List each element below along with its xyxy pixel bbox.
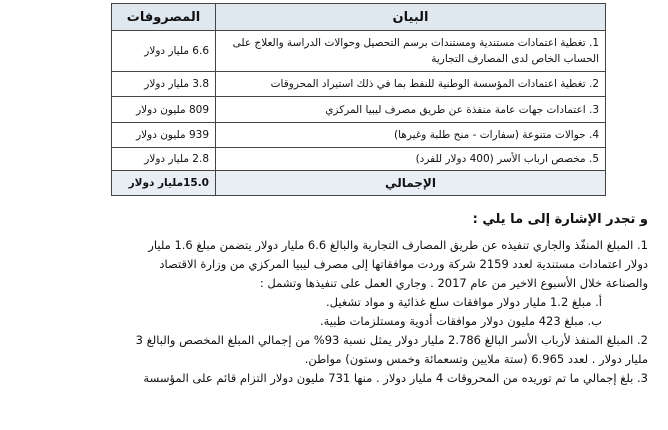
row-description: 2. تغطية اعتمادات المؤسسة الوطنية للنفط بما في ذلك استيراد المحروقات bbox=[216, 72, 606, 97]
table-row bbox=[112, 148, 606, 171]
note-3-line-1: 3. بلغ إجمالي ما تم توريده من المحروقات 4 مليار دولار . منها 731 مليون دولار التزام قائم على المؤسسة bbox=[143, 371, 648, 385]
note-3 bbox=[23, 369, 648, 388]
table-row bbox=[112, 72, 606, 97]
total-label: الإجمالي bbox=[216, 171, 606, 196]
note-2-line-2: مليار دولار . لعدد 6.965 (ستة ملايين وتسعمائة وخمس وستون) مواطن. bbox=[304, 352, 648, 366]
header-description: البيان bbox=[216, 4, 606, 31]
note-1-item-b: ب. مبلغ 423 مليون دولار موافقات أدوية ومستلزمات طبية. bbox=[319, 314, 602, 328]
row-amount: 6.6 مليار دولار bbox=[112, 31, 216, 72]
row-amount: 809 مليون دولار bbox=[112, 97, 216, 123]
table-header-row bbox=[112, 4, 606, 31]
note-1-item-a: أ. مبلغ 1.2 مليار دولار موافقات سلع غذائية و مواد تشغيل. bbox=[326, 295, 602, 309]
row-description: 4. حوالات متنوعة (سفارات - منح طلبة وغيرها) bbox=[216, 123, 606, 148]
note-1-line-1: 1. المبلغ المنفّذ والجاري تنفيذه عن طريق المصارف التجارية والبالغ 6.6 مليار دولار يتضمن مبلغ 1.6 مليار bbox=[148, 238, 648, 252]
row-description: 1. تغطية اعتمادات مستندية ومستندات برسم التحصيل وحوالات الدراسة والعلاج على الحساب الخاص لدى المصارف التجارية bbox=[216, 31, 606, 72]
row-description: 3. اعتمادات جهات عامة منفذة عن طريق مصرف ليبيا المركزي bbox=[216, 97, 606, 123]
table-row bbox=[112, 123, 606, 148]
header-amount: المصروفات bbox=[112, 4, 216, 31]
notes-body bbox=[23, 236, 648, 388]
note-1 bbox=[23, 236, 648, 331]
table-row bbox=[112, 97, 606, 123]
table-total-row bbox=[112, 171, 606, 196]
note-1-line-3: والصناعة خلال الأسبوع الاخير من عام 2017 . وجاري العمل على تنفيذها وتشمل : bbox=[259, 276, 648, 290]
note-2 bbox=[23, 331, 648, 369]
row-description: 5. مخصص ارباب الأسر (400 دولار للفرد) bbox=[216, 148, 606, 171]
expenditure-table bbox=[111, 3, 606, 196]
note-1-line-2: دولار اعتمادات مستندية لعدد 2159 شركة وردت موافقاتها إلى مصرف ليبيا المركزي من وزارة الاقتصاد bbox=[159, 257, 648, 271]
row-amount: 939 مليون دولار bbox=[112, 123, 216, 148]
table-row bbox=[112, 31, 606, 72]
total-amount: 15.0مليار دولار bbox=[112, 171, 216, 196]
section-heading: و تجدر الإشارة إلى ما يلي : bbox=[472, 212, 648, 227]
note-2-line-1: 2. المبلغ المنفذ لأرباب الأسر البالغ 2.786 مليار دولار يمثل نسبة 93% من إجمالي المبلغ المخصص والبالغ 3 bbox=[135, 333, 648, 347]
row-amount: 3.8 مليار دولار bbox=[112, 72, 216, 97]
row-amount: 2.8 مليار دولار bbox=[112, 148, 216, 171]
